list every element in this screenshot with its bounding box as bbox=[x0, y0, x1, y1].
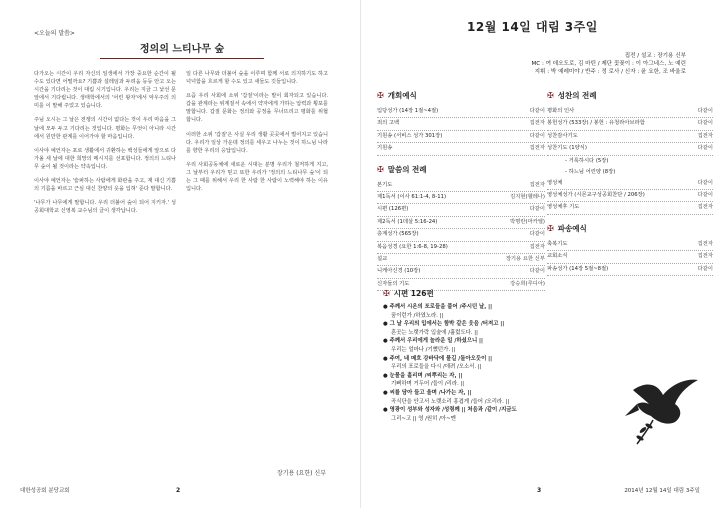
section-tag: <오늘의 말씀> bbox=[34, 30, 75, 37]
order-row bbox=[377, 254, 545, 266]
service-credits bbox=[446, 52, 686, 76]
order-item: 기원송 bbox=[377, 145, 393, 152]
order-row bbox=[547, 106, 713, 118]
order-item: 기원송 (서비스 성가 301장) bbox=[377, 132, 443, 139]
section-heading: ✠ 파송예식 bbox=[547, 223, 587, 233]
order-row bbox=[547, 143, 713, 155]
liturgy-note: - 거룩하시다 (5장) bbox=[565, 157, 609, 164]
order-row bbox=[547, 190, 713, 202]
right-page bbox=[361, 0, 720, 508]
order-column-2 bbox=[547, 86, 713, 276]
order-role: 집전자 bbox=[697, 253, 713, 260]
order-item: 평화의 인사 bbox=[547, 108, 575, 114]
order-row bbox=[547, 202, 713, 214]
order-row bbox=[377, 229, 545, 241]
paragraph: '나무가 나무에게 말합니다. 우리 더불어 숲이 되어 지키자.' 성공회대학교 신영복 교수님의 글이 생각납니다. bbox=[34, 200, 176, 215]
order-row bbox=[377, 118, 545, 130]
date-footer: 2014년 12월 14일 대림 3주일 bbox=[624, 488, 700, 494]
credit-line: MC : 여 데오도로, 김 마틴 / 제단 꽃꽂이 : 이 아그네스, 노 예린 bbox=[531, 61, 686, 67]
order-row bbox=[547, 264, 713, 276]
order-list-opening bbox=[377, 106, 545, 156]
paragraph: 이사야 예언자는 포로 생활에서 귀환하는 백성들에게 앞으로 다가올 새 날에 대한 희망의 메시지를 선포합니다. 정의의 느티나무 숲이 될 것이라는 약속입니다. bbox=[34, 147, 176, 170]
order-row bbox=[377, 143, 545, 155]
psalm-line: ● 주께서 시온의 포로들을 풀어 /주시던 날, || bbox=[383, 304, 493, 310]
order-role: 박명란(마카엘) bbox=[510, 218, 545, 225]
order-item: 성찬감사기도 bbox=[547, 132, 578, 139]
author-signature: 장기용 (요한) 신부 bbox=[276, 470, 326, 477]
order-role: 집전자 bbox=[529, 145, 545, 152]
order-role: 집전자 bbox=[697, 132, 713, 139]
church-footer: 대한성공회 분당교회 bbox=[20, 488, 70, 494]
order-role: 다같이 bbox=[697, 120, 713, 127]
order-row bbox=[547, 118, 713, 130]
psalm-line: ● 그 날 우리의 입에서는 함박 같은 웃음 /터져고 || bbox=[383, 321, 505, 328]
psalm-block bbox=[383, 284, 573, 423]
psalm-line: ● 눈물을 흘리며 /씨뿌리는 자, || bbox=[383, 372, 463, 379]
paragraph: 이사야 예언자는 '슬퍼하는 사람에게 화관을 주고, 재 대신 기쁨의 기름을 바르고 근심 대신 찬양의 옷을 입혀' 준다 말합니다. bbox=[34, 178, 176, 193]
page-number: 3 bbox=[537, 487, 542, 494]
order-item: 설교 bbox=[377, 256, 388, 263]
order-item: 입당성가 (14장 1절~4절) bbox=[377, 108, 439, 114]
section-heading: ✠ 개회예식 bbox=[377, 91, 417, 100]
dove-icon bbox=[623, 360, 703, 450]
psalm-line: 꿈이런가 /하였노라. || bbox=[391, 312, 444, 319]
cross-icon: ✠ bbox=[383, 289, 390, 298]
paragraph: 일 다른 나무와 더불어 숲을 이루며 함께 서로 의지하기도 하고 넉넉함을 흐르게 할 수도 있고 새들도 깃들입니다. bbox=[186, 71, 328, 86]
order-role: 집전자 bbox=[529, 243, 545, 250]
psalm-line: 우리의 포로들을 다시 /데려 /오소서. || bbox=[391, 364, 482, 371]
order-role: 집전자 bbox=[697, 240, 713, 247]
order-role: 다같이 bbox=[697, 108, 713, 114]
order-row bbox=[377, 131, 545, 143]
order-role: 다같이 bbox=[697, 145, 713, 152]
order-role: 다같이 bbox=[697, 179, 713, 186]
order-item: 죄의 고백 bbox=[377, 120, 400, 127]
order-role: 다같이 bbox=[529, 108, 545, 114]
cross-icon: ✠ bbox=[547, 223, 554, 233]
order-role: 다같이 bbox=[529, 268, 545, 275]
essay-column-2 bbox=[186, 70, 328, 199]
paragraph: 다가오는 시간이 우리 자신의 일생에서 가장 중요한 순간이 될 수도 있다면 어떨까요? 기쁨과 설레임과 두려움 등등 안고 오는 시간을 기다리는 것이 대림 시기입니다. 우리는 지금 그 낯선 문 앞에서 기다립니다. 생태학에서의 '어린 왕자'에서 악우주의 의미를 이 말해 주었고 있습니다. bbox=[34, 71, 176, 110]
psalm-line: ● 주여, 네 메흐 강바닥에 물길 /돌아오듯이 || bbox=[383, 355, 493, 362]
order-list-word bbox=[377, 180, 545, 292]
psalm-line: ● 씨를 담아 들고 울며 /나가는 자, || bbox=[383, 389, 472, 396]
order-role: 김지현(헬레나) bbox=[510, 194, 545, 201]
paragraph: 이러한 소위 '갑질'은 사실 우리 생활 곳곳에서 벌어지고 있습니다. 우리가 일상 가운데 정의를 세우고 나누는 것이 하느님 나라를 향한 우리의 응답입니다. bbox=[186, 131, 328, 154]
order-item: 본기도 bbox=[377, 181, 393, 188]
psalm-text bbox=[383, 303, 573, 423]
page-number: 2 bbox=[176, 487, 181, 494]
credit-line: 집전 / 설교 : 장기용 신부 bbox=[624, 53, 686, 59]
section-heading: ✠ 성찬의 전례 bbox=[547, 91, 597, 100]
psalm-line: ● 주께서 우리에게 놀라운 일 /하셨으니 || bbox=[383, 338, 483, 345]
order-row bbox=[377, 180, 545, 192]
psalm-line: 곡식단을 안고서 노랫소리 흥겹게 /들어 /오리라. || bbox=[391, 398, 510, 405]
order-item: 영성체성가 (시몬교구성공회찬단 / 206장) bbox=[547, 192, 645, 199]
psalm-line: 그리~고 || 영 /원히 /아~멘 bbox=[391, 415, 456, 422]
order-item: 성찬기도 (1양식) bbox=[547, 145, 587, 152]
order-role: 다같이 bbox=[529, 231, 545, 238]
order-item: 파송성가 (14장 5절~8절) bbox=[547, 265, 609, 272]
order-row bbox=[377, 266, 545, 278]
section-heading: ✠ 시편 126편 bbox=[383, 289, 434, 298]
order-item: 제1독서 (이사 61:1-4, 8-11) bbox=[377, 194, 447, 201]
order-row bbox=[377, 192, 545, 204]
order-item: 신자들의 기도 bbox=[377, 280, 410, 287]
order-row bbox=[547, 178, 713, 190]
cross-icon: ✠ bbox=[547, 91, 554, 100]
order-item: 시편 (126편) bbox=[377, 206, 409, 213]
order-role: 다같이 bbox=[529, 132, 545, 139]
liturgy-note: - 하느님 어린양 (8장) bbox=[565, 168, 616, 175]
order-item: 교회소식 bbox=[547, 253, 568, 260]
order-role: 집전자 bbox=[529, 181, 545, 188]
section-heading: ✠ 말씀의 전례 bbox=[377, 164, 427, 174]
order-item: 영성체 bbox=[547, 179, 563, 186]
order-role: 다같이 bbox=[697, 265, 713, 272]
cross-icon: ✠ bbox=[377, 164, 384, 174]
order-list-sending bbox=[547, 239, 713, 276]
order-row bbox=[377, 204, 545, 216]
essay-title: 정의의 느티나무 숲 bbox=[100, 40, 264, 59]
order-item: 제2독서 (1데살 5:16-24) bbox=[377, 218, 438, 225]
order-role: 다같이 bbox=[529, 206, 545, 213]
order-row bbox=[377, 242, 545, 254]
order-item: 영성체후 기도 bbox=[547, 204, 580, 211]
paragraph: 요즘 우리 사회에 소위 '갑질'이라는 말이 회자되고 있습니다. 갑을 관계라는 위계질서 속에서 약자에게 가하는 압력과 횡포를 말합니다. 갑질 문화는 정의와 공정을 무너뜨리고 평화를 위협합니다. bbox=[186, 93, 328, 124]
order-row bbox=[547, 239, 713, 251]
order-row bbox=[547, 251, 713, 263]
psalm-line: 혼곳는 노랫가락 입술에 /흘렀도다. || bbox=[391, 329, 478, 336]
order-item: 복음성경 (요한 1:6-8, 19-28) bbox=[377, 243, 448, 250]
order-row bbox=[547, 131, 713, 143]
order-item: 니케아신경 (10장) bbox=[377, 268, 421, 275]
order-item: 층계성가 (565장) bbox=[377, 231, 419, 238]
service-title: 12월 14일 대림 3주일 bbox=[467, 20, 598, 34]
psalm-line: 우리는 얼마나 /기뻤던가. || bbox=[391, 346, 456, 353]
order-item: 봉헌성가 (533장) / 봉헌 : 유청라아브라함 bbox=[547, 120, 645, 127]
order-list-eucharist-2 bbox=[547, 178, 713, 215]
psalm-line: ● 영광이 성부와 성자와 /성령께 || 처음과 /같이 /지금도 bbox=[383, 407, 517, 414]
psalm-line: 기뻐하며 거두어 /들이 /리라. || bbox=[391, 381, 465, 388]
order-list-eucharist bbox=[547, 106, 713, 156]
essay-column-1 bbox=[34, 70, 176, 221]
paragraph: 주님 오시는 그 날은 전쟁의 시간이 없다는 것이 우리 마음을 그 날에 모두 두고 기다리는 것입니다. 평화는 무엇이 아니라 시간에서 원만한 관계를 이어가야 할 마음입니다. bbox=[34, 117, 176, 140]
cross-icon: ✠ bbox=[377, 91, 384, 100]
credit-line: 지휘 : 박 예레미야 / 반주 : 정 로사 / 신자 : 윤 요한, 조 바울로 bbox=[534, 69, 686, 75]
order-column-1 bbox=[377, 86, 545, 291]
paragraph: 우리 사회공동체에 새로운 시대는 분명 우리가 철저하게 지고, 그 날부터 우리가 믿고 또한 우리가 '정의의 느티나무 숲'이 되는 그 때를 위해서 우리 한 사람 한 사람이 노력해야 하는 이유입니다. bbox=[186, 161, 328, 193]
order-role: 집전자 bbox=[529, 120, 545, 127]
order-row bbox=[377, 217, 545, 229]
order-item: 축복기도 bbox=[547, 240, 568, 247]
order-role: 집전자 bbox=[697, 204, 713, 211]
order-role: 다같이 bbox=[697, 192, 713, 199]
order-row bbox=[377, 106, 545, 118]
order-role: 장기용 요한 신부 bbox=[505, 256, 545, 263]
order-role: 강승희(루디아) bbox=[510, 280, 545, 287]
